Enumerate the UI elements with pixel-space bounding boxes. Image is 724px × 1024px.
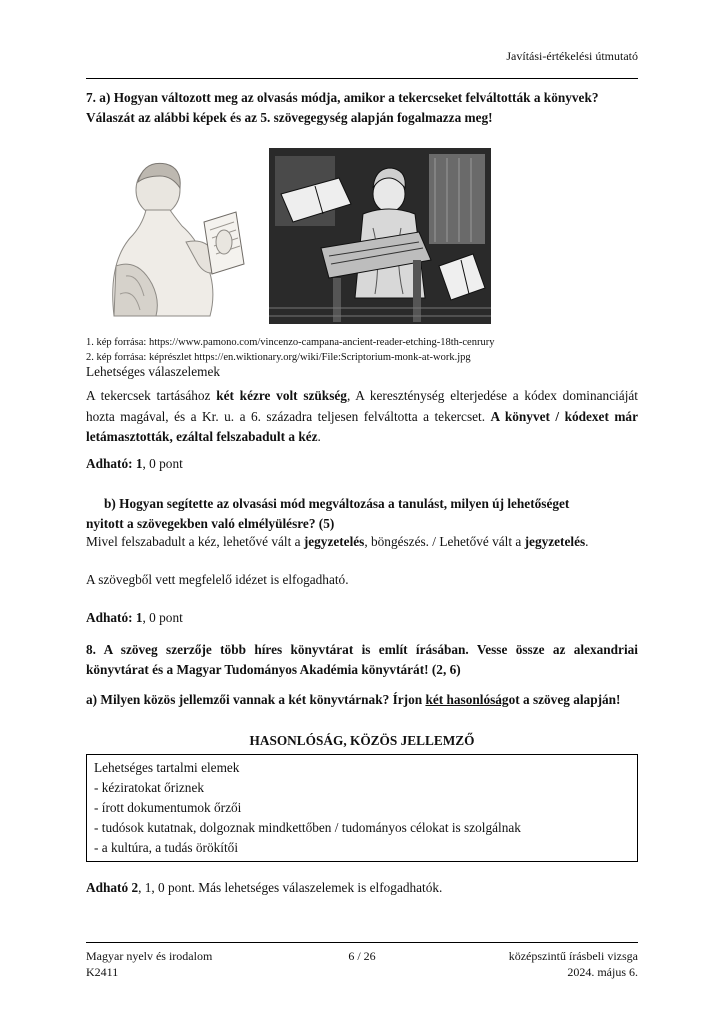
footer-exam: középszintű írásbeli vizsga — [508, 949, 638, 963]
q8-question: 8. A szöveg szerzője több híres könyvtárat is említ írásában. Vesse össze az alexandriai könyvtárat és a Magyar Tudományos Akadémia könyvtárát! (2, 6) — [86, 642, 638, 677]
possible-answers-label: Lehetséges válaszelemek — [86, 364, 221, 379]
footer-code: K2411 — [86, 965, 119, 979]
ancient-reader-image — [86, 146, 260, 320]
q7b-question-line1: b) Hogyan segítette az olvasási mód megváltozása a tanulást, milyen új lehetőséget — [104, 496, 570, 511]
section-title: HASONLÓSÁG, KÖZÖS JELLEMZŐ — [249, 733, 475, 748]
q8a-score: Adható 2, 1, 0 pont. Más lehetséges válaszelemek is elfogadhatók. — [86, 880, 443, 895]
scriptorium-monk-image — [269, 148, 491, 324]
q7a-score: Adható: 1, 0 pont — [86, 456, 183, 471]
q7a-question-line1: 7. a) Hogyan változott meg az olvasás módja, amikor a tekercseket felváltották a könyvek? — [86, 90, 599, 105]
q7b-question-line2: nyitott a szövegekben való elmélyülésre? (5) — [86, 516, 335, 531]
q8a-question: a) Milyen közös jellemzői vannak a két könyvtárnak? Írjon két hasonlóságot a szöveg alapján! — [86, 692, 621, 707]
footer-rule — [86, 942, 638, 943]
box-item: - kéziratokat őriznek — [94, 780, 205, 795]
footer-date: 2024. május 6. — [567, 965, 638, 979]
q7a-question-line2: Válaszát az alábbi képek és az 5. szövegegység alapján fogalmazza meg! — [86, 110, 493, 125]
box-item: - tudósok kutatnak, dolgoznak mindkettőben / tudományos célokat is szolgálnak — [94, 820, 521, 835]
q7b-score: Adható: 1, 0 pont — [86, 610, 183, 625]
image2-source: 2. kép forrása: képrészlet https://en.wiktionary.org/wiki/File:Scriptorium-monk-at-work.jpg — [86, 352, 471, 363]
possible-elements-box — [86, 754, 638, 862]
page-number: 6 / 26 — [348, 949, 376, 963]
q7b-note: A szövegből vett megfelelő idézet is elfogadható. — [86, 572, 349, 587]
box-title: Lehetséges tartalmi elemek — [94, 760, 240, 775]
header-title: Javítási-értékelési útmutató — [506, 49, 638, 63]
scriptorium-monk-icon — [269, 148, 491, 324]
image1-source: 1. kép forrása: https://www.pamono.com/vincenzo-campana-ancient-reader-etching-18th-cenrury — [86, 337, 495, 348]
header-rule — [86, 78, 638, 79]
q7a-answer: A tekercsek tartásához két kézre volt szükség, A kereszténység elterjedése a kódex dominanciáját hozta magával, és a Kr. u. a 6. századra teljesen felváltotta a tekercset. A könyvet / kódexet már letámasztották, ezáltal felszabadult a kéz. — [86, 388, 638, 444]
box-item: - a kultúra, a tudás örökítői — [94, 840, 239, 855]
footer-subject: Magyar nyelv és irodalom — [86, 949, 213, 963]
q7b-answer: Mivel felszabadult a kéz, lehetővé vált a jegyzetelés, böngészés. / Lehetővé vált a jegyzetelés. — [86, 534, 589, 549]
box-item: - írott dokumentumok őrzői — [94, 800, 242, 815]
ancient-reader-icon — [86, 146, 260, 320]
